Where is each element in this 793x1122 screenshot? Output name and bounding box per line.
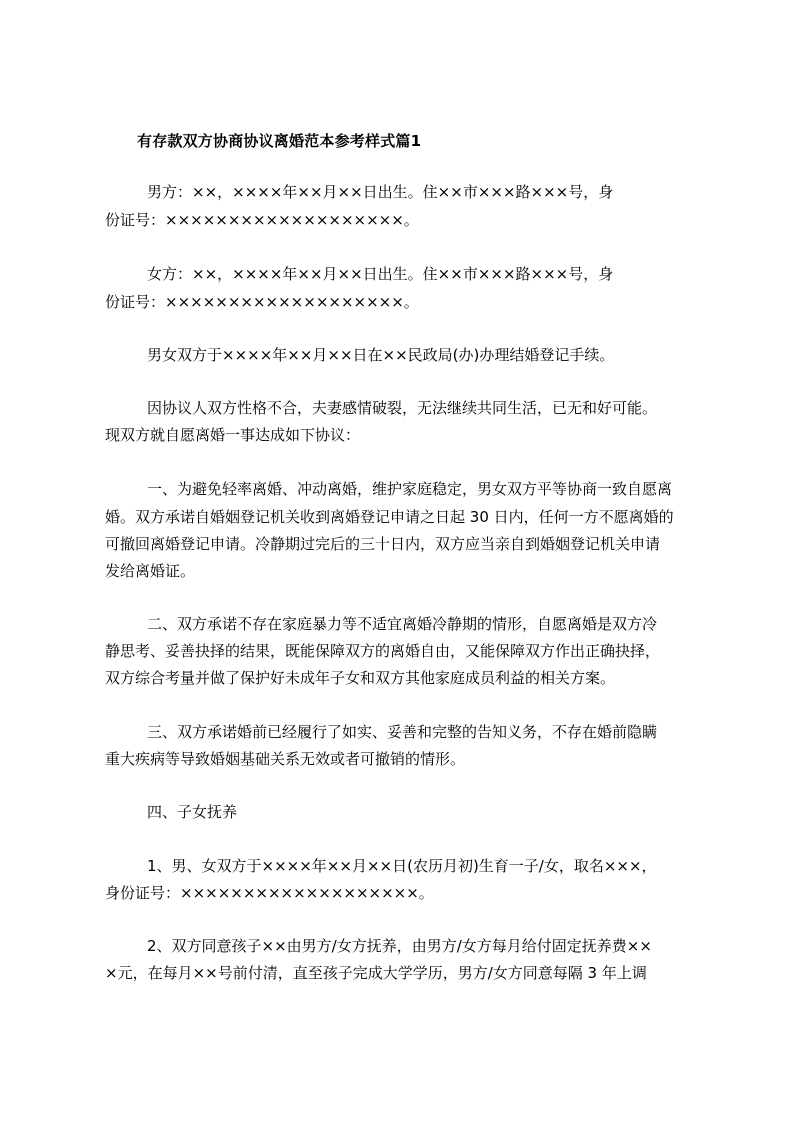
paragraph-line: 现双方就自愿离婚一事达成如下协议：	[105, 426, 361, 444]
paragraph-line: 三、双方承诺婚前已经履行了如实、妥善和完整的告知义务，不存在婚前隐瞒	[147, 723, 658, 741]
paragraph-line: 婚。双方承诺自婚姻登记机关收到离婚登记申请之日起 30 日内，任何一方不愿离婚的	[105, 508, 674, 526]
paragraph-line: ×元，在每月××号前付清，直至孩子完成大学学历，男方/女方同意每隔 3 年上调	[105, 964, 647, 982]
paragraph-line: 因协议人双方性格不合，夫妻感情破裂，无法继续共同生活，已无和好可能。	[147, 399, 658, 417]
paragraph-line: 份证号：×××××××××××××××××××。	[105, 293, 419, 311]
paragraph-line: 重大疾病等导致婚姻基础关系无效或者可撤销的情形。	[105, 750, 466, 768]
paragraph-line: 男女双方于××××年××月××日在××民政局(办)办理结婚登记手续。	[147, 346, 615, 364]
paragraph-line: 静思考、妥善抉择的结果，既能保障双方的离婚自由，又能保障双方作出正确抉择，	[105, 642, 661, 660]
paragraph-line: 身份证号：×××××××××××××××××××。	[105, 884, 434, 902]
paragraph-line: 男方：××，××××年××月××日出生。住××市×××路×××号，身	[147, 183, 614, 201]
paragraph-line: 一、为避免轻率离婚、冲动离婚，维护家庭稳定，男女双方平等协商一致自愿离	[147, 480, 673, 498]
paragraph-line: 女方：××，××××年××月××日出生。住××市×××路×××号，身	[147, 265, 614, 283]
paragraph-line: 二、双方承诺不存在家庭暴力等不适宜离婚冷静期的情形，自愿离婚是双方冷	[147, 615, 658, 633]
paragraph-line: 可撤回离婚登记申请。冷静期过完后的三十日内，双方应当亲自到婚姻登记机关申请	[105, 535, 661, 553]
paragraph-line: 发给离婚证。	[105, 562, 196, 580]
paragraph-line: 1、男、女双方于××××年××月××日(农历月初)生育一子/女，取名×××，	[147, 857, 657, 875]
paragraph-line: 2、双方同意孩子××由男方/女方抚养，由男方/女方每月给付固定抚养费××	[147, 937, 652, 955]
paragraph-line: 双方综合考量并做了保护好未成年子女和双方其他家庭成员利益的相关方案。	[105, 669, 616, 687]
section-heading: 四、子女抚养	[147, 803, 238, 821]
document-title: 有存款双方协商协议离婚范本参考样式篇1	[137, 132, 422, 150]
paragraph-line: 份证号：×××××××××××××××××××。	[105, 211, 419, 229]
